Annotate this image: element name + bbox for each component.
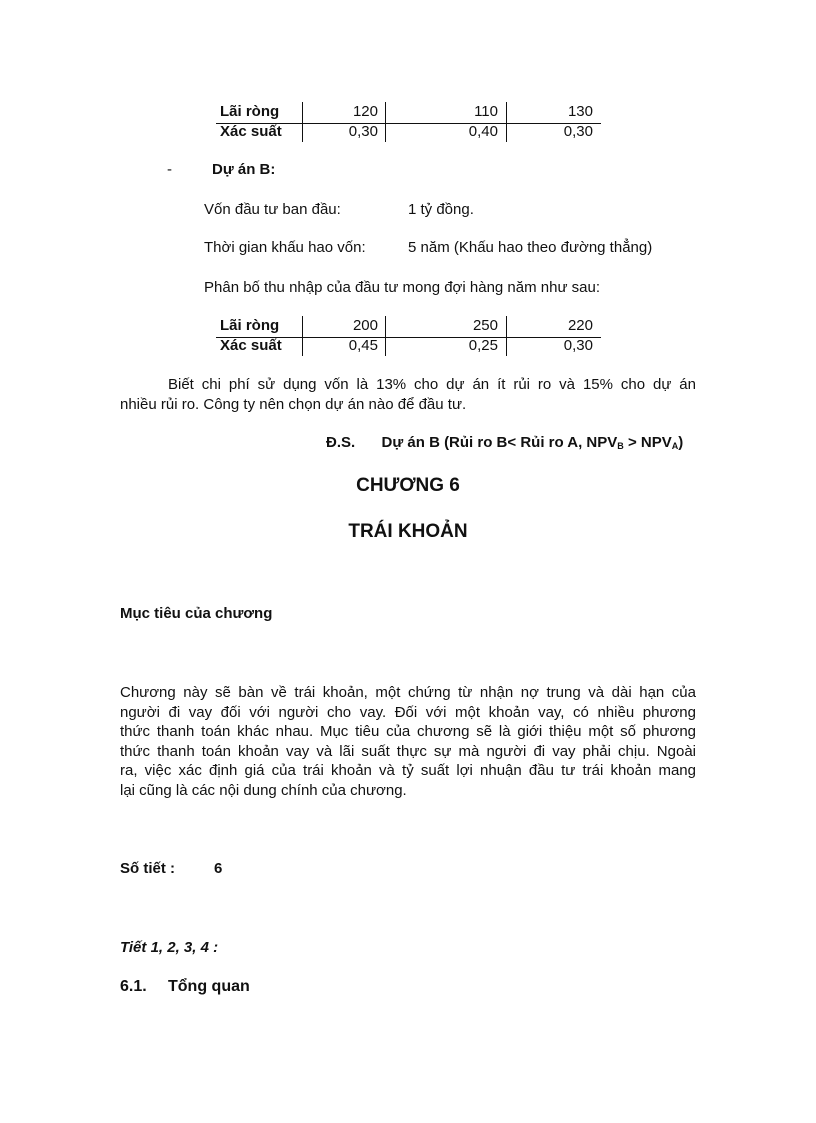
text-line: thức thanh toán khác nhau. Mục tiêu của chương sẽ là giới thiệu một số phương: [120, 723, 696, 740]
list-bullet: -: [167, 161, 172, 178]
table-b-row-probability: [216, 336, 602, 356]
table-cell: 220: [567, 317, 593, 334]
chapter-title: TRÁI KHOẢN: [348, 521, 468, 542]
text-line: Biết chi phí sử dụng vốn là 13% cho dự án ít rủi ro và 15% cho dự án: [168, 376, 696, 393]
text-line: nhiều rủi ro. Công ty nên chọn dự án nào để đầu tư.: [120, 395, 467, 413]
project-b-title: Dự án B:: [212, 161, 276, 178]
table-b-row-net-profit: [216, 316, 602, 336]
answer-text: Dự án B (Rủi ro B< Rủi ro A, NPV: [381, 434, 618, 451]
table-cell: 250: [472, 317, 498, 334]
table-cell: 0,40: [468, 123, 498, 140]
table-cell: 0,30: [563, 337, 593, 354]
depreciation-label: Thời gian khấu hao vốn:: [204, 239, 366, 256]
answer-prefix: Đ.S.: [326, 434, 356, 451]
text-line: thức thanh toán khoản vay và lãi suất thực sự mà người đi vay phải chịu. Ngoài: [120, 742, 696, 760]
row-label: Lãi ròng: [220, 317, 280, 334]
periods-label: Số tiết :: [120, 860, 175, 877]
row-label: Lãi ròng: [220, 103, 280, 120]
table-cell: 0,25: [468, 337, 498, 354]
section-title: Tổng quan: [168, 978, 250, 995]
table-cell: 200: [352, 317, 378, 334]
text-line: Chương này sẽ bàn về trái khoản, một chứng từ nhận nợ trung và dài hạn của: [120, 684, 696, 701]
objectives-heading: Mục tiêu của chương: [120, 605, 273, 622]
section-number: 6.1.: [120, 978, 147, 995]
table-b: [216, 316, 602, 358]
table-cell: 130: [567, 103, 593, 120]
text-line: ra, việc xác định giá của trái khoản và tỷ suất lợi nhuận đầu tư trái khoản mang: [120, 762, 696, 779]
answer-mid: > NPV: [623, 434, 672, 451]
question-paragraph: [120, 375, 696, 414]
row-label: Xác suất: [220, 337, 282, 354]
answer-sub-a: A: [671, 441, 679, 451]
table-cell: 0,30: [348, 123, 378, 140]
chapter-number: CHƯƠNG 6: [356, 475, 460, 496]
table-cell: 0,45: [348, 337, 378, 354]
answer-sub-b: B: [617, 441, 624, 451]
lesson-label: Tiết 1, 2, 3, 4 :: [120, 939, 219, 956]
periods-value: 6: [214, 860, 223, 877]
table-cell: 120: [352, 103, 378, 120]
distribution-text: Phân bố thu nhập của đầu tư mong đợi hàng năm như sau:: [204, 279, 601, 296]
table-a-row-net-profit: [216, 102, 602, 122]
table-a-row-probability: [216, 122, 602, 142]
depreciation-value: 5 năm (Khấu hao theo đường thẳng): [408, 239, 653, 256]
table-cell: 110: [474, 103, 498, 120]
capital-value: 1 tỷ đồng.: [408, 201, 474, 218]
row-label: Xác suất: [220, 123, 282, 140]
text-line: người đi vay đối với người cho vay. Đối với một khoản vay, có nhiều phương: [120, 703, 696, 721]
table-a: [216, 102, 602, 144]
table-cell: 0,30: [563, 123, 593, 140]
answer-line: [326, 434, 683, 451]
capital-label: Vốn đầu tư ban đầu:: [204, 201, 341, 218]
answer-end: ): [678, 434, 684, 451]
text-line: lại cũng là các nội dung chính của chương.: [120, 781, 407, 799]
objectives-paragraph: [120, 683, 696, 800]
